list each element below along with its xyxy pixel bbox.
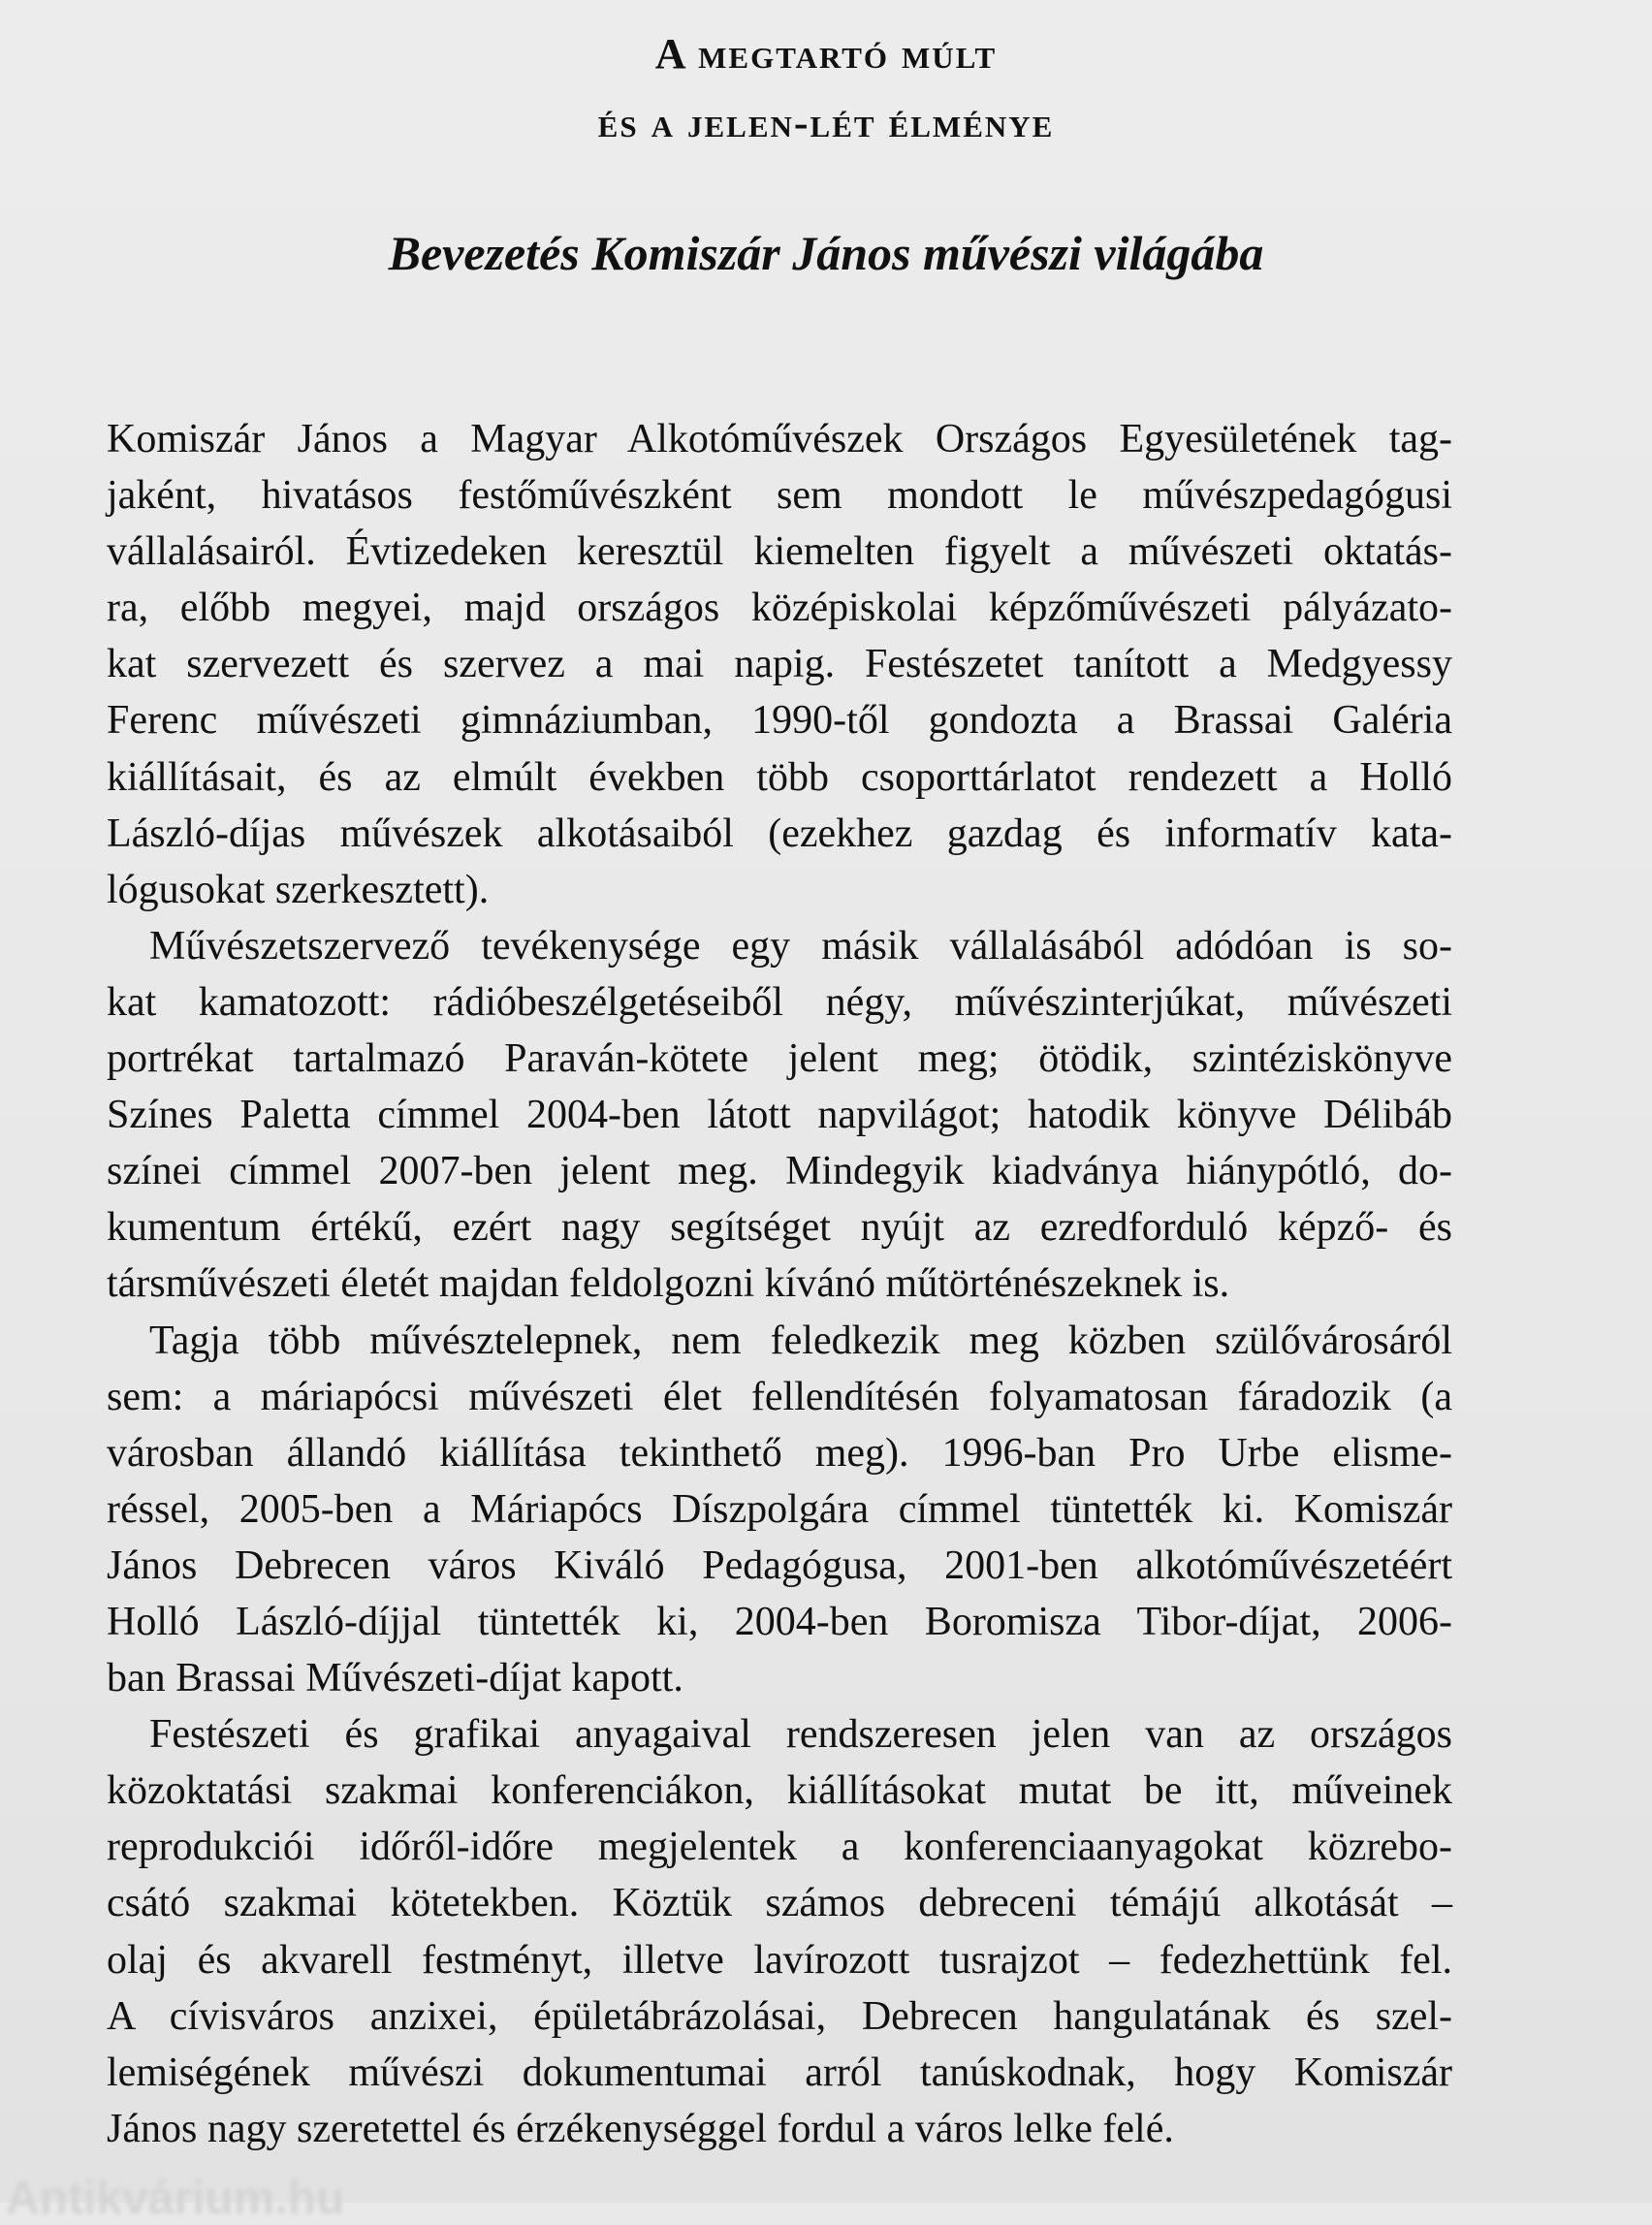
body-text	[107, 411, 1452, 2157]
text-line: A cívisváros anzixei, épületábrázolásai, Debrecen hangulatának és szel-	[107, 1993, 1452, 2039]
text-line: Művészetszervező tevékenysége egy másik vállalásából adódóan is so-	[149, 923, 1452, 969]
text-line: közoktatási szakmai konferenciákon, kiállításokat mutat be itt, műveinek	[107, 1768, 1452, 1814]
text-line: portrékat tartalmazó Paraván-kötete jelent meg; ötödik, szintéziskönyve	[107, 1036, 1452, 1082]
chapter-title-line-1: A megtartó múlt	[654, 30, 998, 78]
text-line: jaként, hivatásos festőművészként sem mondott le művészpedagógusi	[107, 473, 1452, 519]
text-line: ra, előbb megyei, majd országos középiskolai képzőművészeti pályázato-	[107, 586, 1452, 631]
chapter-subtitle: Bevezetés Komiszár János művészi világába	[388, 226, 1264, 280]
text-line: Ferenc művészeti gimnáziumban, 1990-től gondozta a Brassai Galéria	[107, 698, 1452, 744]
text-line: Festészeti és grafikai anyagaival rendszeresen jelen van az országos	[149, 1712, 1452, 1758]
text-line: kiállításait, és az elmúlt években több csoporttárlatot rendezett a Holló	[107, 754, 1452, 800]
text-line: kumentum értékű, ezért nagy segítséget nyújt az ezredforduló képző- és	[107, 1205, 1452, 1251]
text-line: Tagja több művésztelepnek, nem feledkezik meg közben szülővárosáról	[149, 1318, 1452, 1363]
text-line: színei címmel 2007-ben jelent meg. Mindegyik kiadványa hiánypótló, do-	[107, 1149, 1452, 1194]
text-line: ban Brassai Művészeti-díjat kapott.	[107, 1656, 683, 1701]
text-line: lógusokat szerkesztett).	[107, 867, 490, 912]
text-line: László-díjas művészek alkotásaiból (ezekhez gazdag és informatív kata-	[107, 811, 1452, 856]
text-line: csátó szakmai kötetekben. Köztük számos debreceni témájú alkotását –	[107, 1881, 1452, 1926]
text-line: Színes Paletta címmel 2004-ben látott napvilágot; hatodik könyve Délibáb	[107, 1093, 1452, 1138]
text-line: vállalásairól. Évtizedeken keresztül kiemelten figyelt a művészeti oktatás-	[107, 529, 1452, 575]
watermark: Antikvárium.hu	[6, 2173, 345, 2224]
text-line: Komiszár János a Magyar Alkotóművészek Országos Egyesületének tag-	[107, 417, 1452, 461]
text-line: Holló László-díjjal tüntették ki, 2004-ben Boromisza Tibor-díjat, 2006-	[107, 1599, 1452, 1644]
text-line: sem: a máriapócsi művészeti élet fellendítésén folyamatosan fáradozik (a	[107, 1374, 1452, 1419]
text-line: János nagy szeretettel és érzékenységgel fordul a város lelke felé.	[107, 2106, 1174, 2151]
text-line: lemiségének művészi dokumentumai arról tanúskodnak, hogy Komiszár	[107, 2050, 1452, 2095]
text-line: kat kamatozott: rádióbeszélgetéseiből négy, művészinterjúkat, művészeti	[107, 979, 1452, 1025]
text-line: olaj és akvarell festményt, illetve lavírozott tusrajzot – fedezhettünk fel.	[107, 1937, 1452, 1983]
text-line: reprodukciói időről-időre megjelentek a konferenciaanyagokat közrebo-	[107, 1825, 1452, 1870]
text-line: városban állandó kiállítása tekinthető meg). 1996-ban Pro Urbe elisme-	[107, 1430, 1452, 1476]
chapter-title-line-2: és a jelen-lét élménye	[597, 99, 1055, 146]
text-line: kat szervezett és szervez a mai napig. Festészetet tanított a Medgyessy	[107, 642, 1452, 687]
text-line: János Debrecen város Kiváló Pedagógusa, 2001-ben alkotóművészetéért	[107, 1542, 1452, 1588]
text-line: réssel, 2005-ben a Máriapócs Díszpolgára címmel tüntették ki. Komiszár	[107, 1486, 1452, 1532]
text-line: társművészeti életét majdan feldolgozni kívánó műtörténészeknek is.	[107, 1261, 1230, 1307]
